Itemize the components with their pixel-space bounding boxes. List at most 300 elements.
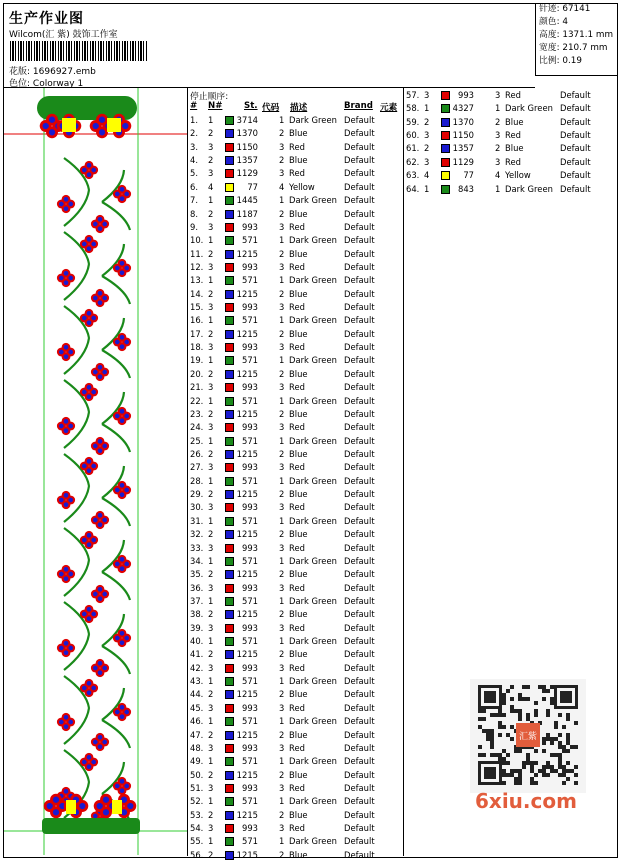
color-swatch	[225, 544, 234, 553]
row-brand: Default	[344, 809, 375, 820]
row-seq: 10.	[190, 235, 204, 246]
row-seq: 7.	[190, 195, 198, 206]
row-needle: 1	[208, 235, 214, 246]
table-row	[188, 475, 403, 488]
row-seq: 63.	[406, 170, 420, 181]
row-stitches: 993	[242, 382, 258, 393]
color-swatch	[225, 784, 234, 793]
row-brand: Default	[344, 702, 375, 713]
row-code: 1	[279, 555, 285, 566]
row-seq: 17.	[190, 328, 204, 339]
row-brand: Default	[344, 195, 375, 206]
row-seq: 59.	[406, 116, 420, 127]
color-swatch	[225, 276, 234, 285]
row-brand: Default	[344, 221, 375, 232]
row-desc: Blue	[289, 248, 308, 259]
row-code: 3	[279, 168, 285, 179]
petal-center	[98, 217, 103, 222]
row-desc: Blue	[505, 116, 524, 127]
row-needle: 2	[208, 128, 214, 139]
table-row	[188, 328, 403, 341]
row-code: 2	[495, 116, 501, 127]
row-seq: 51.	[190, 782, 204, 793]
row-code: 2	[279, 649, 285, 660]
petal-center	[64, 576, 69, 581]
row-brand: Default	[560, 170, 591, 181]
design-drawing	[4, 88, 187, 855]
row-seq: 44.	[190, 689, 204, 700]
table-row	[188, 515, 403, 528]
row-needle: 1	[208, 395, 214, 406]
color-swatch	[225, 530, 234, 539]
row-desc: Yellow	[505, 170, 531, 181]
row-seq: 20.	[190, 368, 204, 379]
row-code: 1	[495, 183, 501, 194]
color-swatch	[225, 250, 234, 259]
color-swatch	[225, 263, 234, 272]
row-needle: 1	[424, 183, 430, 194]
row-code: 3	[279, 582, 285, 593]
row-brand: Default	[344, 689, 375, 700]
table-row	[188, 542, 403, 555]
row-needle: 2	[208, 288, 214, 299]
row-stitches: 1150	[236, 141, 258, 152]
row-desc: Yellow	[289, 181, 315, 192]
stop-list-continued	[404, 89, 604, 196]
row-code: 3	[279, 782, 285, 793]
row-stitches: 993	[242, 342, 258, 353]
color-swatch	[225, 503, 234, 512]
row-seq: 40.	[190, 636, 204, 647]
table-row	[188, 395, 403, 408]
petal-center	[120, 187, 125, 192]
row-brand: Default	[344, 315, 375, 326]
petal-center	[64, 789, 69, 794]
row-desc: Blue	[289, 489, 308, 500]
table-row	[188, 675, 403, 688]
bottom-leaf-band	[42, 818, 140, 834]
table-row	[188, 501, 403, 514]
row-desc: Dark Green	[289, 475, 337, 486]
row-desc: Blue	[289, 408, 308, 419]
table-row	[188, 435, 403, 448]
row-code: 1	[279, 355, 285, 366]
row-seq: 23.	[190, 408, 204, 419]
table-row	[188, 822, 403, 835]
petal-center	[98, 374, 103, 379]
row-brand: Default	[344, 475, 375, 486]
color-swatch	[225, 584, 234, 593]
row-stitches: 571	[242, 595, 258, 606]
petal-center	[87, 163, 92, 168]
petal-center	[120, 705, 125, 710]
petal-center	[64, 271, 69, 276]
row-desc: Dark Green	[289, 195, 337, 206]
row-brand: Default	[344, 676, 375, 687]
row-stitches: 993	[242, 502, 258, 513]
table-row	[188, 688, 403, 701]
row-brand: Default	[344, 248, 375, 259]
row-desc: Red	[289, 342, 305, 353]
row-desc: Red	[289, 168, 305, 179]
row-stitches: 571	[242, 315, 258, 326]
petal-center	[64, 345, 69, 350]
row-stitches: 571	[242, 475, 258, 486]
row-desc: Red	[505, 130, 521, 141]
barcode	[10, 41, 147, 61]
row-desc: Blue	[289, 729, 308, 740]
row-desc: Red	[289, 302, 305, 313]
petal-center	[87, 468, 92, 473]
petal-center	[87, 320, 92, 325]
row-stitches: 993	[242, 542, 258, 553]
row-seq: 58.	[406, 103, 420, 114]
row-code: 4	[495, 170, 501, 181]
row-needle: 3	[208, 542, 214, 553]
row-stitches: 993	[242, 702, 258, 713]
row-seq: 31.	[190, 515, 204, 526]
petal-center	[87, 690, 92, 695]
row-stitches: 1215	[236, 328, 258, 339]
row-seq: 64.	[406, 183, 420, 194]
col-element: 元素	[380, 103, 398, 113]
row-needle: 2	[208, 408, 214, 419]
table-row	[188, 408, 403, 421]
row-code: 1	[495, 103, 501, 114]
row-brand: Default	[344, 742, 375, 753]
row-code: 3	[279, 502, 285, 513]
row-desc: Red	[289, 823, 305, 834]
table-row	[188, 234, 403, 247]
row-brand: Default	[344, 609, 375, 620]
color-swatch	[225, 677, 234, 686]
petal-center	[64, 206, 69, 211]
row-needle: 1	[208, 796, 214, 807]
color-swatch	[225, 704, 234, 713]
row-needle: 1	[208, 716, 214, 727]
row-needle: 3	[208, 662, 214, 673]
row-brand: Default	[344, 729, 375, 740]
petal-center	[103, 797, 109, 803]
row-code: 1	[279, 115, 285, 125]
row-stitches: 1215	[236, 609, 258, 620]
row-code: 3	[279, 221, 285, 232]
row-code: 1	[279, 235, 285, 246]
row-needle: 1	[208, 195, 214, 206]
color-swatch	[225, 517, 234, 526]
row-code: 2	[279, 849, 285, 860]
table-row	[188, 769, 403, 782]
row-desc: Red	[289, 221, 305, 232]
color-swatch	[225, 370, 234, 379]
row-desc: Blue	[289, 809, 308, 820]
stat-scale: 比例: 0.19	[539, 56, 582, 66]
row-needle: 2	[208, 609, 214, 620]
petal-center	[98, 448, 103, 453]
row-stitches: 571	[242, 636, 258, 647]
color-swatch	[225, 824, 234, 833]
row-stitches: 993	[242, 302, 258, 313]
row-code: 3	[279, 823, 285, 834]
row-seq: 2.	[190, 128, 198, 139]
row-seq: 27.	[190, 462, 204, 473]
row-seq: 49.	[190, 756, 204, 767]
stat-height: 高度: 1371.1 mm	[539, 30, 614, 40]
row-needle: 2	[208, 155, 214, 166]
row-seq: 43.	[190, 676, 204, 687]
row-code: 3	[279, 422, 285, 433]
row-code: 3	[495, 156, 501, 167]
bottom-center-right	[112, 800, 122, 814]
colorway-label: 色位:	[9, 79, 31, 89]
row-brand: Default	[344, 261, 375, 272]
row-code: 1	[279, 195, 285, 206]
table-row	[188, 648, 403, 661]
petal-center	[64, 419, 69, 424]
row-seq: 15.	[190, 302, 204, 313]
row-stitches: 571	[242, 355, 258, 366]
row-stitches: 571	[242, 796, 258, 807]
color-swatch	[441, 158, 450, 167]
row-needle: 3	[208, 221, 214, 232]
color-swatch	[225, 557, 234, 566]
color-swatch	[225, 597, 234, 606]
row-stitches: 4327	[452, 103, 474, 114]
col-brand: Brand	[344, 101, 373, 111]
row-needle: 4	[208, 181, 214, 192]
row-code: 3	[495, 130, 501, 141]
row-seq: 25.	[190, 435, 204, 446]
petal-center	[87, 311, 92, 316]
row-seq: 56.	[190, 849, 204, 860]
row-brand: Default	[344, 595, 375, 606]
color-swatch	[225, 650, 234, 659]
row-desc: Dark Green	[289, 796, 337, 807]
table-row	[188, 288, 403, 301]
row-brand: Default	[344, 302, 375, 313]
petal-center	[120, 409, 125, 414]
petal-center	[87, 607, 92, 612]
row-desc: Dark Green	[289, 555, 337, 566]
row-needle: 1	[208, 115, 214, 125]
color-swatch	[225, 797, 234, 806]
petal-center	[64, 715, 69, 720]
table-row	[188, 568, 403, 581]
row-needle: 3	[424, 130, 430, 141]
row-seq: 34.	[190, 555, 204, 566]
bottom-center-left	[66, 800, 76, 814]
row-needle: 3	[208, 782, 214, 793]
row-brand: Default	[344, 529, 375, 540]
row-stitches: 993	[242, 422, 258, 433]
row-brand: Default	[344, 649, 375, 660]
row-needle: 1	[208, 836, 214, 847]
petal-center	[87, 681, 92, 686]
row-brand: Default	[344, 408, 375, 419]
row-code: 2	[279, 609, 285, 620]
row-brand: Default	[560, 90, 591, 100]
row-stitches: 77	[463, 170, 474, 181]
row-needle: 2	[208, 729, 214, 740]
row-brand: Default	[344, 155, 375, 166]
color-swatch	[225, 330, 234, 339]
row-code: 2	[279, 448, 285, 459]
petal-center	[120, 483, 125, 488]
petal-center	[120, 788, 125, 793]
table-row	[188, 248, 403, 261]
row-stitches: 571	[242, 235, 258, 246]
row-brand: Default	[344, 382, 375, 393]
table-row	[188, 274, 403, 287]
color-swatch	[225, 183, 234, 192]
row-desc: Blue	[289, 689, 308, 700]
petal-center	[120, 557, 125, 562]
table-row	[188, 354, 403, 367]
row-stitches: 1215	[236, 809, 258, 820]
row-stitches: 1215	[236, 408, 258, 419]
row-stitches: 1215	[236, 769, 258, 780]
row-code: 3	[279, 742, 285, 753]
table-row	[188, 488, 403, 501]
row-needle: 3	[208, 302, 214, 313]
color-swatch	[441, 118, 450, 127]
stat-width: 宽度: 210.7 mm	[539, 43, 608, 53]
petal-center	[120, 335, 125, 340]
petal-center	[98, 365, 103, 370]
petal-center	[98, 300, 103, 305]
row-needle: 3	[208, 422, 214, 433]
row-brand: Default	[344, 849, 375, 860]
table-row	[188, 809, 403, 822]
row-needle: 2	[208, 248, 214, 259]
row-seq: 21.	[190, 382, 204, 393]
row-stitches: 1129	[452, 156, 474, 167]
color-swatch	[225, 303, 234, 312]
row-desc: Red	[289, 382, 305, 393]
color-swatch	[225, 664, 234, 673]
row-code: 2	[279, 689, 285, 700]
row-desc: Dark Green	[289, 636, 337, 647]
row-desc: Blue	[289, 849, 308, 860]
row-desc: Blue	[289, 288, 308, 299]
design-label: 花版:	[9, 67, 31, 77]
petal-center	[98, 439, 103, 444]
table-row	[188, 528, 403, 541]
row-stitches: 1215	[236, 248, 258, 259]
row-needle: 3	[208, 382, 214, 393]
row-code: 3	[495, 90, 501, 100]
col-seq: #	[190, 101, 198, 111]
table-row	[188, 167, 403, 180]
row-code: 1	[279, 796, 285, 807]
row-stitches: 1215	[236, 689, 258, 700]
row-code: 1	[279, 395, 285, 406]
row-needle: 3	[208, 622, 214, 633]
row-stitches: 993	[242, 823, 258, 834]
table-row	[188, 795, 403, 808]
petal-center	[53, 797, 59, 803]
row-needle: 2	[208, 569, 214, 580]
row-brand: Default	[344, 435, 375, 446]
row-brand: Default	[344, 636, 375, 647]
row-code: 2	[279, 809, 285, 820]
row-stitches: 993	[242, 662, 258, 673]
petal-center	[120, 344, 125, 349]
row-needle: 3	[208, 582, 214, 593]
petal-center	[98, 291, 103, 296]
petal-center	[98, 735, 103, 740]
row-seq: 1.	[190, 115, 198, 125]
watermark: 6xiu.com	[475, 789, 577, 813]
table-row	[404, 142, 604, 155]
row-seq: 8.	[190, 208, 198, 219]
row-stitches: 1215	[236, 649, 258, 660]
row-needle: 3	[208, 742, 214, 753]
row-desc: Dark Green	[289, 676, 337, 687]
row-seq: 39.	[190, 622, 204, 633]
color-swatch	[441, 104, 450, 113]
row-seq: 13.	[190, 275, 204, 286]
row-stitches: 993	[242, 221, 258, 232]
row-brand: Default	[344, 275, 375, 286]
row-brand: Default	[560, 143, 591, 154]
row-stitches: 1150	[452, 130, 474, 141]
row-seq: 22.	[190, 395, 204, 406]
row-brand: Default	[560, 183, 591, 194]
row-stitches: 993	[242, 742, 258, 753]
row-code: 3	[279, 462, 285, 473]
row-needle: 3	[424, 90, 430, 100]
table-row	[404, 129, 604, 142]
color-swatch	[225, 610, 234, 619]
color-swatch	[225, 744, 234, 753]
row-code: 1	[279, 636, 285, 647]
row-seq: 5.	[190, 168, 198, 179]
color-swatch	[225, 570, 234, 579]
color-swatch	[441, 91, 450, 100]
row-needle: 2	[208, 489, 214, 500]
petal-center	[64, 280, 69, 285]
color-swatch	[225, 410, 234, 419]
table-row	[188, 141, 403, 154]
row-desc: Blue	[289, 569, 308, 580]
table-row	[188, 461, 403, 474]
row-desc: Red	[289, 261, 305, 272]
row-needle: 2	[208, 368, 214, 379]
row-code: 1	[279, 475, 285, 486]
color-swatch	[225, 637, 234, 646]
row-stitches: 571	[242, 756, 258, 767]
petal-center	[98, 661, 103, 666]
row-brand: Default	[344, 622, 375, 633]
table-row	[188, 555, 403, 568]
petal-center	[64, 724, 69, 729]
row-desc: Red	[505, 90, 521, 100]
row-seq: 19.	[190, 355, 204, 366]
row-desc: Red	[505, 156, 521, 167]
row-seq: 9.	[190, 221, 198, 232]
row-needle: 1	[424, 103, 430, 114]
row-stitches: 1215	[236, 368, 258, 379]
col-desc: 描述	[290, 103, 308, 113]
row-code: 3	[279, 702, 285, 713]
row-needle: 3	[208, 702, 214, 713]
row-stitches: 1445	[236, 195, 258, 206]
row-code: 3	[279, 622, 285, 633]
table-row	[188, 582, 403, 595]
row-code: 2	[279, 729, 285, 740]
qr-code	[470, 679, 586, 793]
